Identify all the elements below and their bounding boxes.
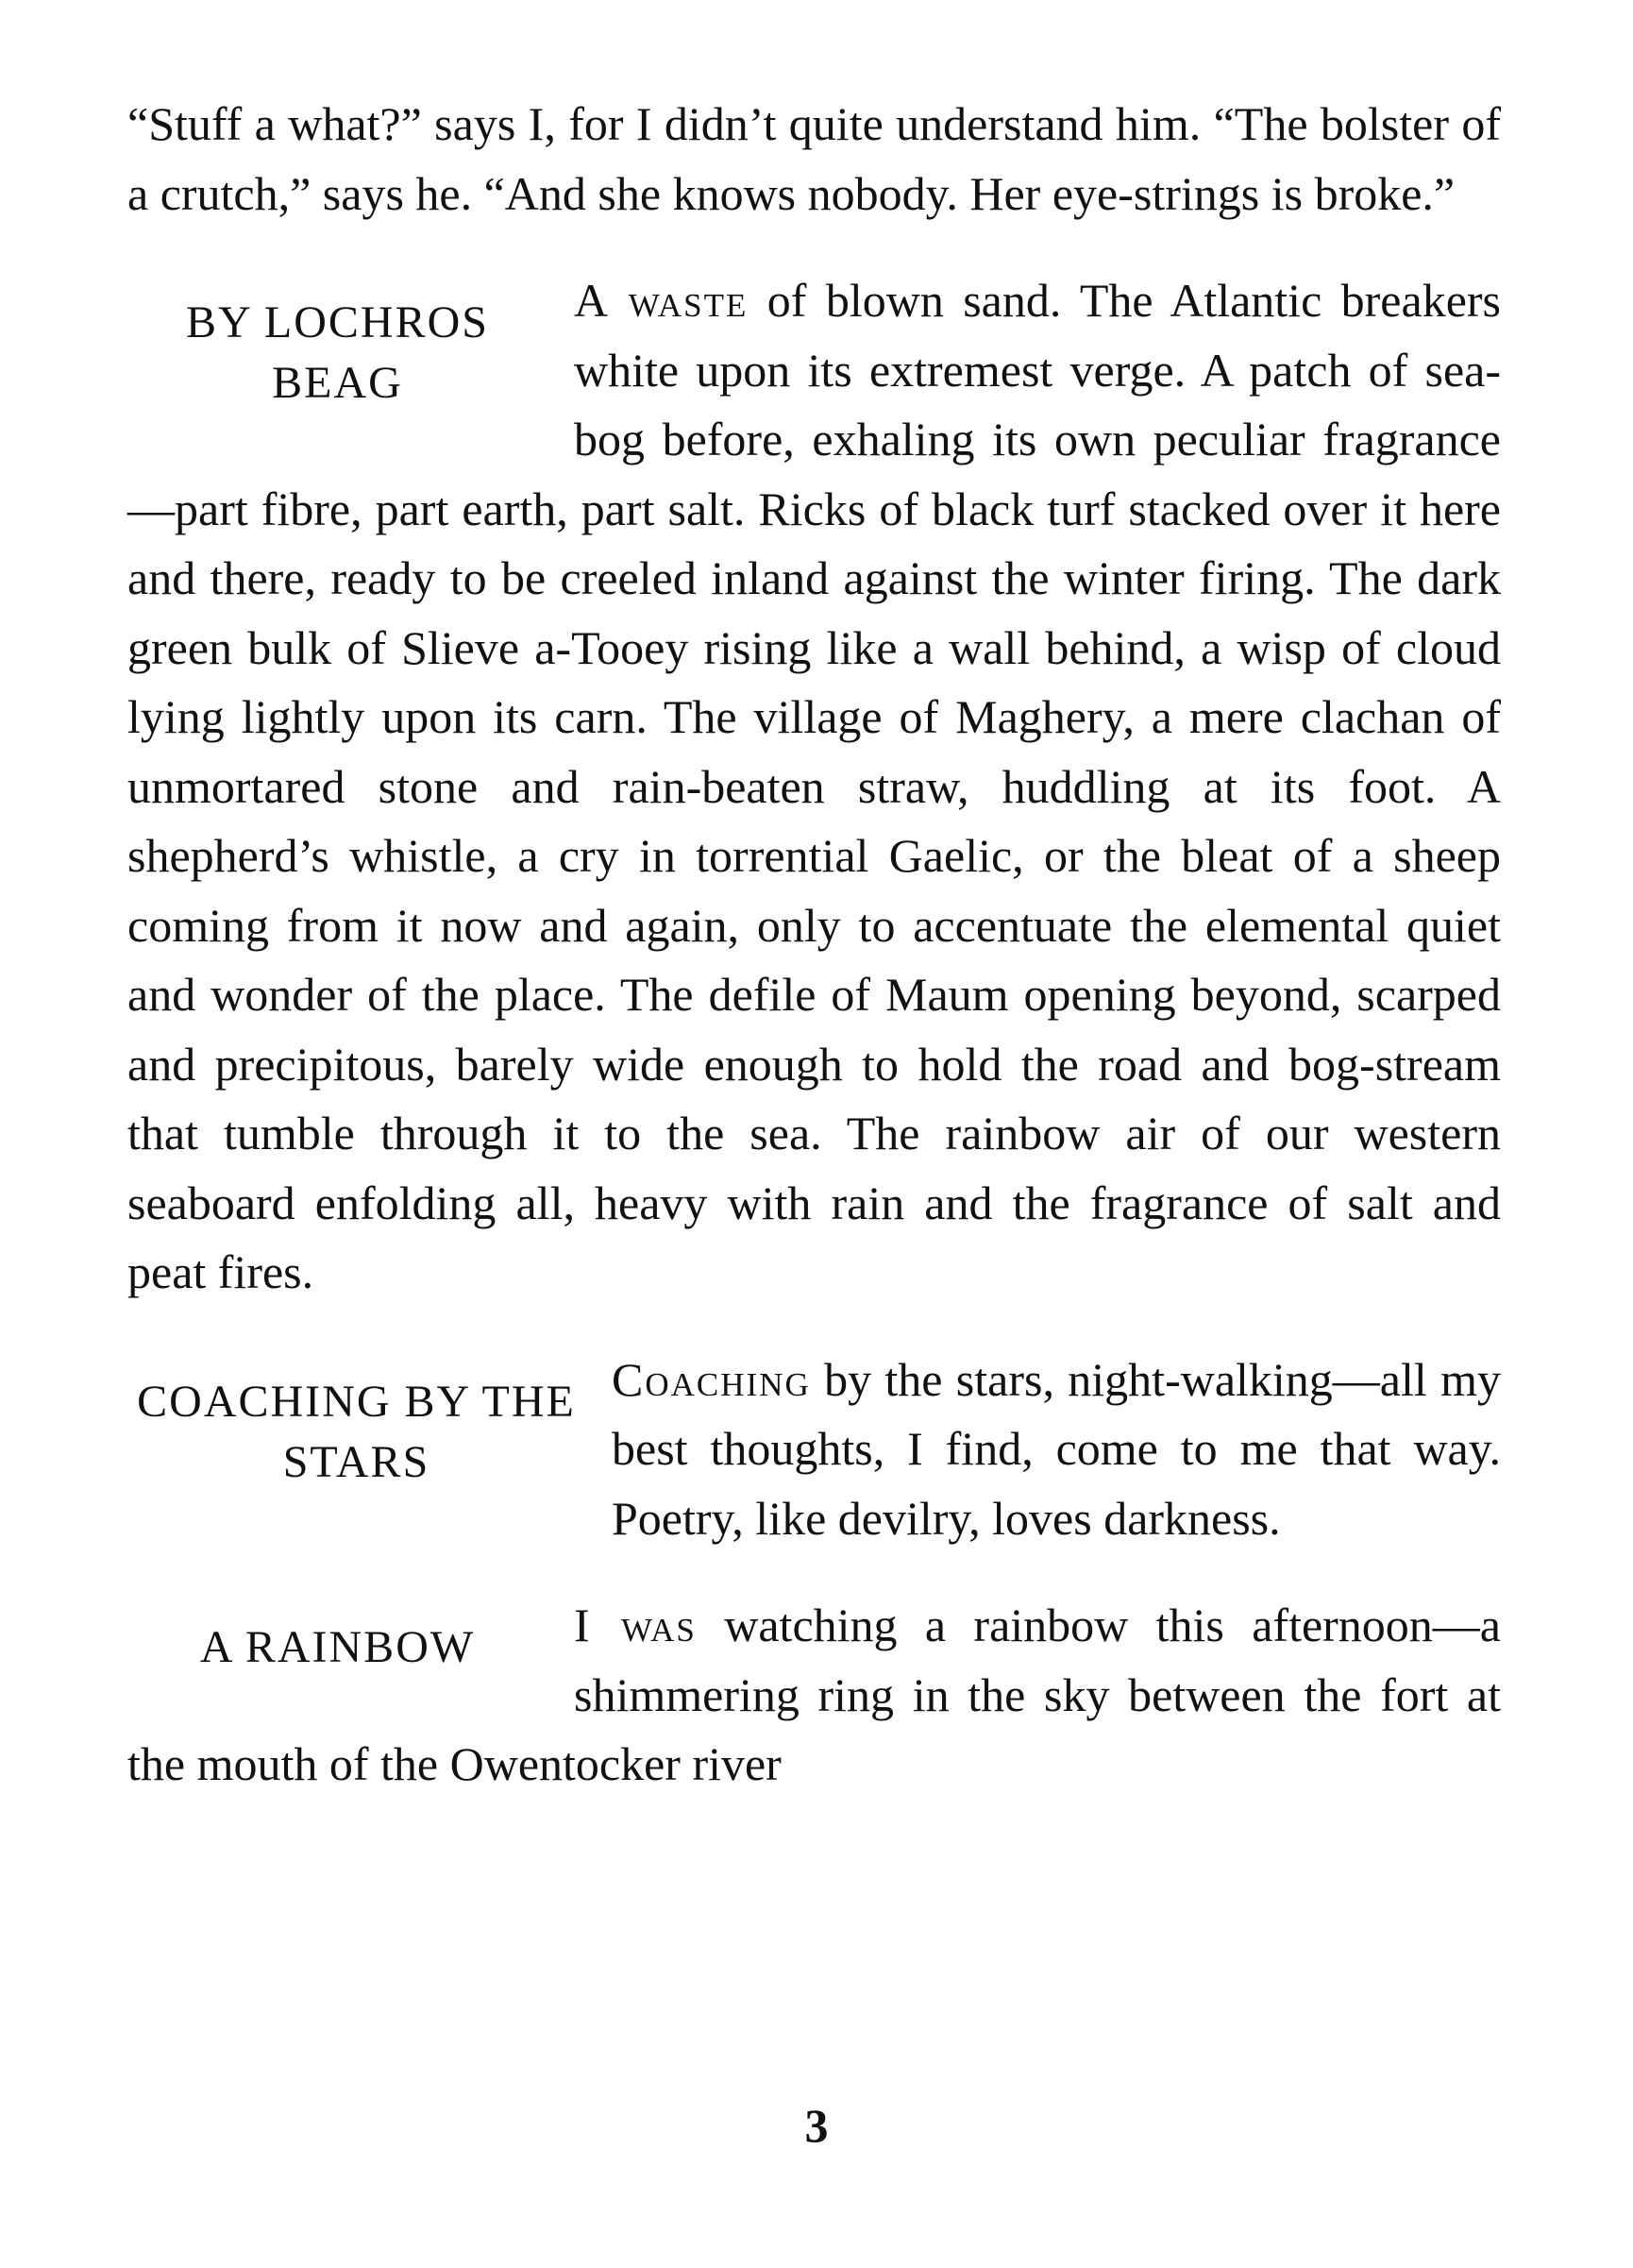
section-paragraph-lochros-beag (127, 266, 1501, 1308)
section-heading-coaching-by-the-stars: COACHING BY THE STARS (137, 1376, 576, 1487)
section-heading-a-rainbow: A RAINBOW (199, 1622, 476, 1672)
paragraph-text: by the stars, night-walking—all my best thoughts, I find, come to me that way. Poetry, like devilry, loves darkness. (612, 1352, 1501, 1545)
lead-words: A waste (574, 274, 749, 327)
page-number: 3 (804, 2099, 829, 2152)
section-a-rainbow (127, 1591, 1501, 1800)
section-lochros-beag (127, 266, 1501, 1308)
section-heading-lochros-beag: BY LOCHROS BEAG (186, 297, 489, 408)
section-coaching-by-the-stars (127, 1346, 1501, 1554)
lead-words: I was (574, 1599, 697, 1651)
paragraph-text: watching a rainbow this afternoon—a shimmering ring in the sky between the fort at the mouth of the Owentocker river (127, 1599, 1501, 1790)
page-body (127, 90, 1501, 1837)
paragraph-text: of blown sand. The Atlantic breakers white upon its extremest verge. A patch of sea-bog before, exhaling its own peculiar fragrance—part fibre, part earth, part salt. Ricks of black turf stacked over it here and there, ready to be creeled inland against the winter firing. The dark green bulk of Slieve a-Tooey rising like a wall behind, a wisp of cloud lying lightly upon its carn. The village of Maghery, a mere clachan of unmortared stone and rain-beaten straw, huddling at its foot. A shepherd’s whistle, a cry in torrential Gaelic, or the bleat of a sheep coming from it now and again, only to accentuate the elemental quiet and wonder of the place. The defile of Maum opening beyond, scarped and precipitous, barely wide enough to hold the road and bog-stream that tumble through it to the sea. The rainbow air of our western seaboard enfolding all, heavy with rain and the fragrance of salt and peat fires. (127, 274, 1501, 1298)
lead-words: Coaching (612, 1352, 811, 1406)
continuation-paragraph: “Stuff a what?” says I, for I didn’t quite understand him. “The bolster of a crutch,” says he. “And she knows nobody. Her eye-strings is broke.” (127, 97, 1501, 220)
